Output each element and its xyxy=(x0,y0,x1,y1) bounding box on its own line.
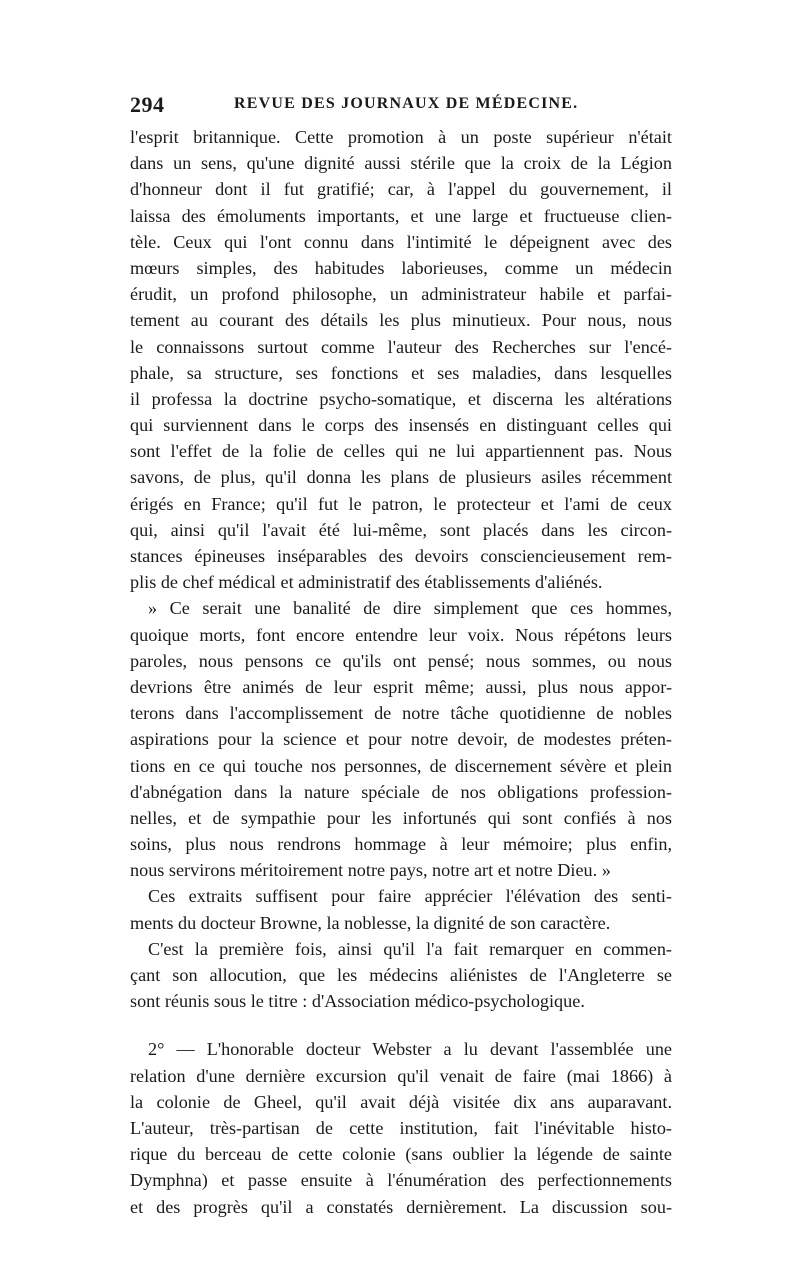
text-line: terons dans l'accomplissement de notre tâche quotidienne de nobles xyxy=(130,703,672,724)
text-line: Dymphna) et passe ensuite à l'énumération des perfectionnements xyxy=(130,1170,672,1191)
page-number: 294 xyxy=(130,92,165,117)
text-line: l'esprit britannique. Cette promotion à un poste supérieur n'était xyxy=(130,127,672,147)
text-line: aspirations pour la science et pour notre devoir, de modestes préten- xyxy=(130,729,672,750)
text-line: tions en ce qui touche nos personnes, de discernement sévère et plein xyxy=(130,755,672,776)
body-text xyxy=(130,124,672,1220)
text-line: ments du docteur Browne, la noblesse, la dignité de son caractère. xyxy=(130,912,611,933)
text-line: érigés en France; qu'il fut le patron, le protecteur et l'ami de ceux xyxy=(130,493,672,514)
text-line: quoique morts, font encore entendre leur voix. Nous répétons leurs xyxy=(130,624,672,645)
text-line: nous servirons méritoirement notre pays, notre art et notre Dieu. » xyxy=(130,860,611,881)
text-line: stances épineuses inséparables des devoirs consciencieusement rem- xyxy=(130,546,672,566)
text-line: » Ce serait une banalité de dire simplement que ces hommes, xyxy=(148,598,672,619)
text-line: laissa des émoluments importants, et une large et fructueuse clien- xyxy=(130,205,672,226)
text-line: devrions être animés de leur esprit même; aussi, plus nous appor- xyxy=(130,676,672,697)
text-line: phale, sa structure, ses fonctions et ses maladies, dans lesquelles xyxy=(130,362,672,383)
text-line: mœurs simples, des habitudes laborieuses, comme un médecin xyxy=(130,257,672,278)
text-line: relation d'une dernière excursion qu'il venait de faire (mai 1866) à xyxy=(130,1065,672,1086)
text-line: il professa la doctrine psycho-somatique, et discerna les altérations xyxy=(130,388,672,409)
text-line: la colonie de Gheel, qu'il avait déjà visitée dix ans auparavant. xyxy=(130,1091,672,1112)
text-line: 2° — L'honorable docteur Webster a lu devant l'assemblée une xyxy=(148,1039,672,1060)
running-head: REVUE DES JOURNAUX DE MÉDECINE. xyxy=(234,95,579,112)
text-line: L'auteur, très-partisan de cette institution, fait l'inévitable histo- xyxy=(130,1117,672,1138)
text-line: sont réunis sous le titre : d'Association médico-psychologique. xyxy=(130,991,585,1012)
text-line: qui surviennent dans le corps des insensés en distinguant celles qui xyxy=(130,415,672,436)
text-line: sont l'effet de la folie de celles qui ne lui appartiennent pas. Nous xyxy=(130,441,672,462)
paragraph-gap xyxy=(130,1014,672,1036)
text-line: dans un sens, qu'une dignité aussi stérile que la croix de la Légion xyxy=(130,153,672,174)
text-line: le connaissons surtout comme l'auteur des Recherches sur l'encé- xyxy=(130,336,672,357)
text-line: plis de chef médical et administratif des établissements d'aliénés. xyxy=(130,572,603,593)
text-line: rique du berceau de cette colonie (sans oublier la légende de sainte xyxy=(130,1144,672,1165)
text-line: érudit, un profond philosophe, un administrateur habile et parfai- xyxy=(130,284,672,305)
text-line: d'abnégation dans la nature spéciale de nos obligations profession- xyxy=(130,781,672,802)
text-line: nelles, et de sympathie pour les infortunés qui sont confiés à nos xyxy=(130,807,672,828)
text-line: tement au courant des détails les plus minutieux. Pour nous, nous xyxy=(130,310,672,331)
text-line: tèle. Ceux qui l'ont connu dans l'intimité le dépeignent avec des xyxy=(130,231,672,252)
text-line: çant son allocution, que les médecins aliénistes de l'Angleterre se xyxy=(130,965,672,985)
text-line: et des progrès qu'il a constatés dernièrement. La discussion sou- xyxy=(130,1196,672,1217)
text-line: savons, de plus, qu'il donna les plans de plusieurs asiles récemment xyxy=(130,467,672,488)
text-line: qui, ainsi qu'il l'avait été lui-même, sont placés dans les circon- xyxy=(130,519,672,540)
page-header xyxy=(130,92,670,120)
text-line: paroles, nous pensons ce qu'ils ont pensé; nous sommes, ou nous xyxy=(130,650,672,671)
text-line: C'est la première fois, ainsi qu'il l'a fait remarquer en commen- xyxy=(148,938,672,959)
text-line: Ces extraits suffisent pour faire apprécier l'élévation des senti- xyxy=(148,886,672,907)
text-line: soins, plus nous rendrons hommage à leur mémoire; plus enfin, xyxy=(130,834,672,855)
text-line: d'honneur dont il fut gratifié; car, à l'appel du gouvernement, il xyxy=(130,179,672,200)
